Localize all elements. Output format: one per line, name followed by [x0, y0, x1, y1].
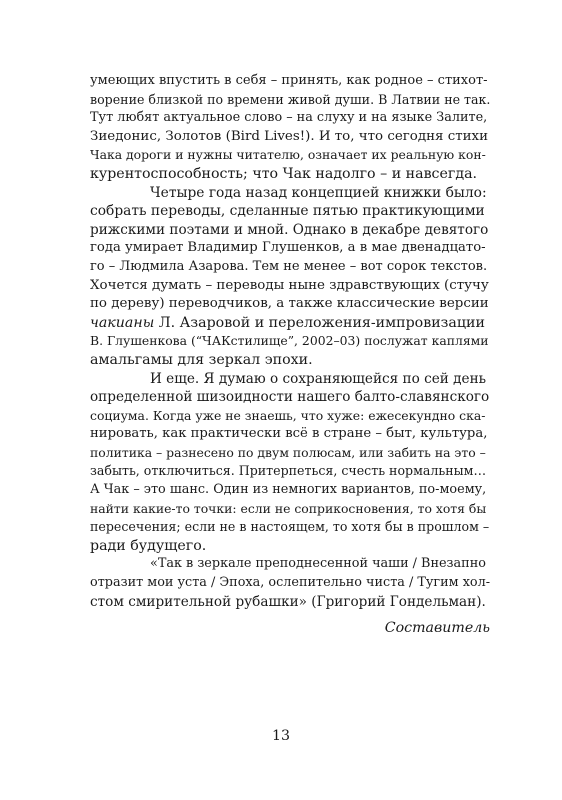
text-line: В. Глушенкова (“ЧАКстилище”, 2002–03) послужат каплями [90, 333, 489, 349]
text-line: А Чак – это шанс. Один из немногих вариантов, по-моему, [90, 482, 487, 498]
text-line: собрать переводы, сделанные пятью практикующими [90, 203, 485, 220]
paragraph-start-line: Четыре года назад концепцией книжки было: [150, 184, 487, 201]
text-line: пересечения; если не в настоящем, то хотя бы в прошлом – [90, 519, 490, 535]
text-line: Хочется думать – переводы ныне здравствующих (стучу [90, 277, 489, 293]
text-line: го – Людмила Азарова. Тем не менее – вот сорок текстов. [90, 258, 488, 274]
line-rest: Л. Азаровой и переложения-импровизации [154, 314, 485, 331]
page-number: 13 [271, 728, 291, 744]
text-line: стом смирительной рубашки» (Григорий Гондельман). [90, 593, 486, 610]
text-line: социума. Когда уже не знаешь, что хуже: ежесекундно ска- [90, 407, 486, 423]
text-line: Чака дороги и нужны читателю, означает их реальную кон- [90, 147, 486, 163]
text-line: амальгамы для зеркал эпохи. [90, 351, 313, 368]
text-line: курентоспособность; что Чак надолго – и навсегда. [90, 165, 478, 182]
text-line [90, 314, 490, 333]
text-line: определенной шизоидности нашего балто-славянского [90, 389, 490, 406]
text-line: ради будущего. [90, 537, 207, 554]
text-line: забыть, отключиться. Притерпеться, счесть нормальным… [90, 463, 487, 479]
text-line: ворение близкой по времени живой души. В Латвии не так. [90, 91, 491, 107]
paragraph-start-line: И еще. Я думаю о сохраняющейся по сей день [150, 370, 487, 387]
body-text [90, 72, 490, 611]
text-line: найти какие-то точки: если не соприкосновения, то хотя бы [90, 500, 487, 516]
text-line: нировать, как практически всё в стране – быт, культура, [90, 426, 488, 442]
text-line: Тут любят актуальное слово – на слуху и на языке Залите, [90, 110, 488, 126]
signature: Составитель [384, 620, 490, 636]
text-line: по дереву) переводчиков, а также классические версии [90, 296, 489, 312]
italic-word: чакианы [90, 314, 155, 331]
paragraph-start-line: «Так в зеркале преподнесенной чаши / Внезапно [150, 556, 486, 572]
text-line: политика – разнесено по двум полюсам, или забить на это – [90, 444, 486, 460]
text-line: Зиедонис, Золотов (Bird Lives!). И то, что сегодня стихи [90, 128, 489, 144]
text-line: года умирает Владимир Глушенков, а в мае двенадцато- [90, 240, 486, 256]
text-line: рижскими поэтами и мной. Однако в декабре девятого [90, 221, 489, 238]
text-line: умеющих впустить в себя – принять, как родное – стихот- [90, 73, 488, 88]
text-line: отразит мои уста / Эпоха, ослепительно чиста / Тугим хол- [90, 575, 491, 591]
